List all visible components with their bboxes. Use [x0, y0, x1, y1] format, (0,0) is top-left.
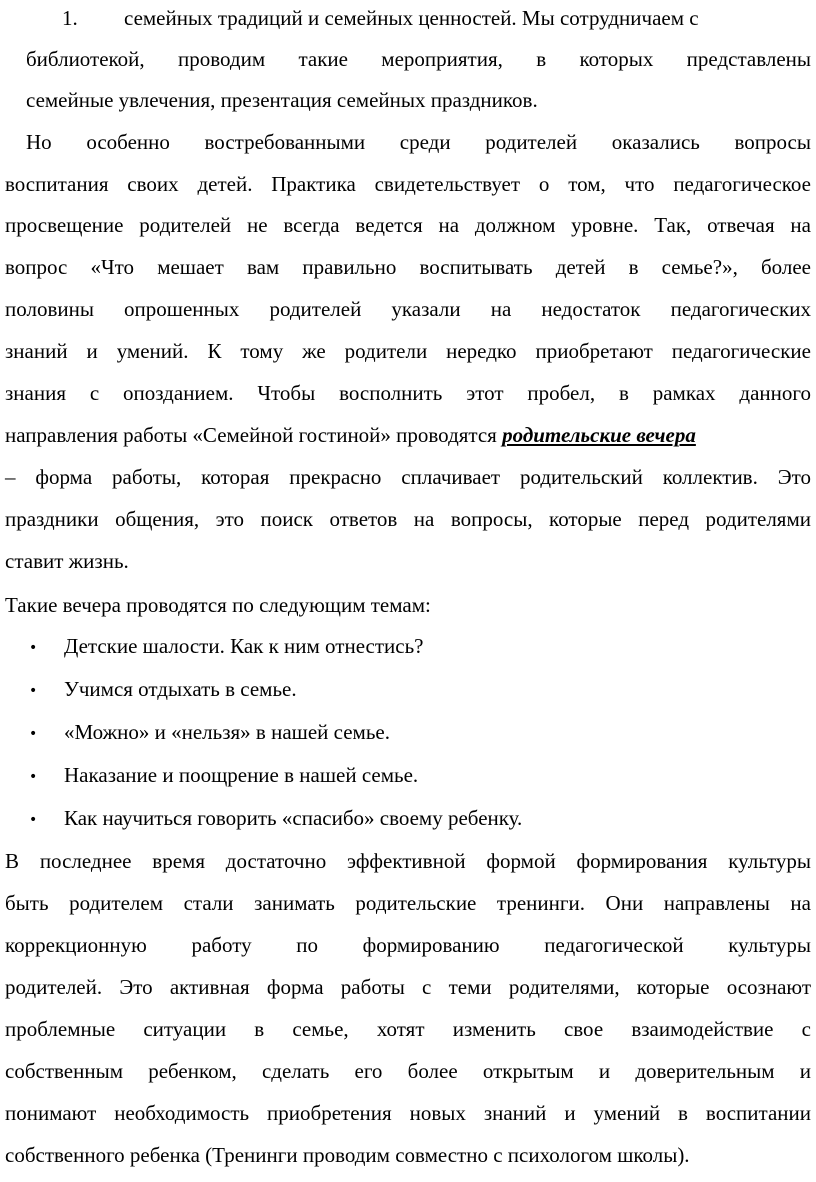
text-line: Но особенно востребованными среди родителей оказались вопросы: [26, 130, 811, 154]
text-line: В последнее время достаточно эффективной формой формирования культуры: [5, 849, 811, 873]
text-line: праздники общения, это поиск ответов на вопросы, которые перед родителями: [5, 507, 811, 531]
emphasized-phrase: родительские вечера: [502, 423, 696, 447]
text-line: Такие вечера проводятся по следующим темам:: [5, 593, 431, 617]
list-item: «Можно» и «нельзя» в нашей семье.: [64, 720, 390, 744]
list-item: Детские шалости. Как к ним отнестись?: [64, 634, 424, 658]
list-number: 1.: [62, 6, 78, 30]
text-line: семейные увлечения, презентация семейных праздников.: [26, 88, 538, 112]
text-line: быть родителем стали занимать родительские тренинги. Они направлены на: [5, 891, 811, 915]
text-line: проблемные ситуации в семье, хотят изменить свое взаимодействие с: [5, 1017, 811, 1041]
text-line: родителей. Это активная форма работы с теми родителями, которые осознают: [5, 975, 811, 999]
text-line: знаний и умений. К тому же родители нередко приобретают педагогические: [5, 339, 811, 363]
list-item: Наказание и поощрение в нашей семье.: [64, 763, 419, 787]
text-line: ставит жизнь.: [5, 549, 129, 573]
text-line: собственным ребенком, сделать его более открытым и доверительным и: [5, 1059, 811, 1083]
text-segment: направления работы «Семейной гостиной» проводятся: [5, 423, 503, 447]
text-line: [5, 420, 811, 450]
text-line: половины опрошенных родителей указали на недостаток педагогических: [5, 297, 811, 321]
text-line: вопрос «Что мешает вам правильно воспитывать детей в семье?», более: [5, 255, 811, 279]
list-item: Учимся отдыхать в семье.: [64, 677, 297, 701]
text-line: просвещение родителей не всегда ведется на должном уровне. Так, отвечая на: [5, 213, 811, 237]
text-line: собственного ребенка (Тренинги проводим совместно с психологом школы).: [5, 1143, 690, 1167]
bullet-icon: •: [29, 683, 38, 699]
text-line: знания с опозданием. Чтобы восполнить этот пробел, в рамках данного: [5, 381, 811, 405]
bullet-icon: •: [29, 726, 38, 742]
text-line: коррекционную работу по формированию педагогической культуры: [5, 933, 811, 957]
text-line: семейных традиций и семейных ценностей. Мы сотрудничаем с: [124, 6, 699, 30]
bullet-icon: •: [29, 769, 38, 785]
list-item: Как научиться говорить «спасибо» своему ребенку.: [64, 806, 523, 830]
bullet-icon: •: [29, 640, 38, 656]
text-line: библиотекой, проводим такие мероприятия, в которых представлены: [26, 47, 811, 71]
text-line: понимают необходимость приобретения новых знаний и умений в воспитании: [5, 1101, 811, 1125]
text-line: воспитания своих детей. Практика свидетельствует о том, что педагогическое: [5, 172, 811, 196]
text-line: – форма работы, которая прекрасно сплачивает родительский коллектив. Это: [5, 465, 811, 489]
bullet-icon: •: [29, 812, 38, 828]
